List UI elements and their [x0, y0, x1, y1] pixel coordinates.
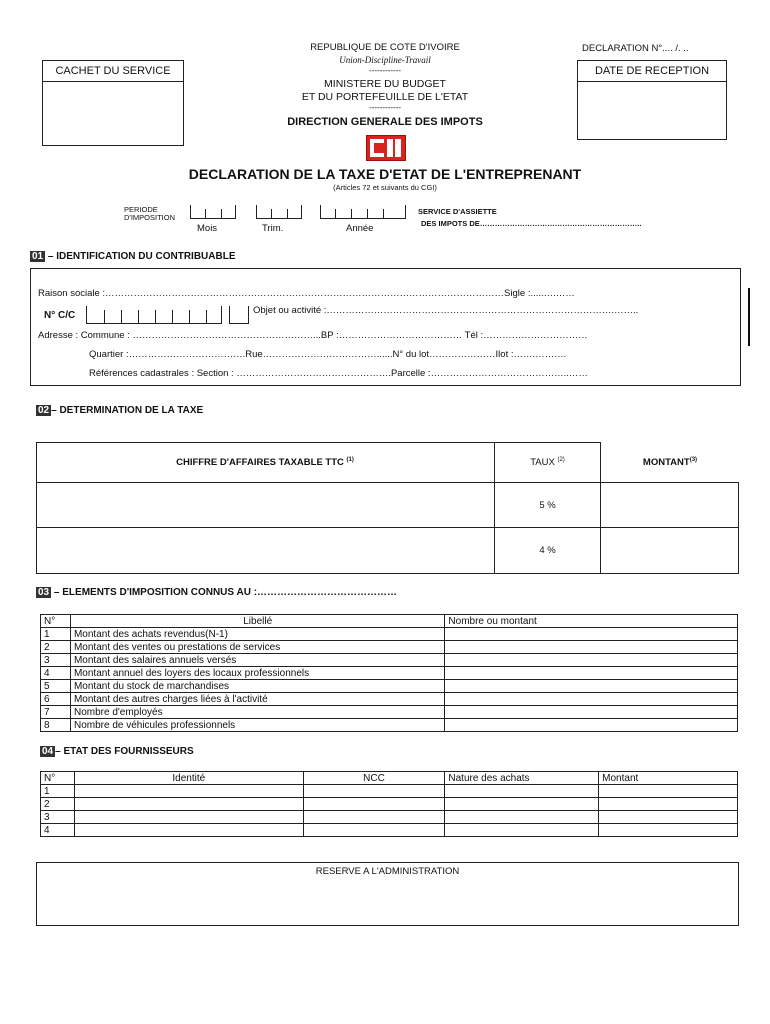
ncc-input[interactable] [303, 785, 445, 798]
ncc-input[interactable] [303, 811, 445, 824]
section-number: 03 [38, 587, 50, 598]
nature-input[interactable] [445, 811, 599, 824]
table-row [41, 785, 738, 798]
table-row [41, 798, 738, 811]
montant-header-text: MONTANT [642, 457, 690, 469]
direction-title: DIRECTION GENERALE DES IMPOTS [287, 116, 483, 128]
annee-label: Année [346, 223, 374, 234]
row-label: Montant des autres charges liées à l'activité [70, 693, 444, 706]
identite-input[interactable] [74, 824, 303, 837]
periode-label [124, 206, 175, 222]
montant-input-4pct[interactable] [600, 527, 739, 574]
section-number: 01 [32, 251, 44, 262]
row-label: Montant des salaires annuels versés [70, 654, 444, 667]
form-title: DECLARATION DE LA TAXE D'ETAT DE L'ENTREPRENANT [188, 166, 582, 182]
section-title-text: – IDENTIFICATION DU CONTRIBUABLE [45, 251, 236, 262]
row-number: 3 [41, 811, 75, 824]
scrollbar-mark [748, 288, 750, 346]
row-label: Montant annuel des loyers des locaux professionnels [70, 667, 444, 680]
col-header: Libellé [70, 615, 444, 628]
section-number: 04 [42, 746, 54, 757]
cachet-label: CACHET DU SERVICE [43, 61, 183, 82]
row-number: 6 [41, 693, 71, 706]
nature-input[interactable] [445, 824, 599, 837]
value-input[interactable] [445, 693, 738, 706]
table-row [41, 706, 738, 719]
logo-i-shape [395, 139, 401, 157]
table-row [41, 654, 738, 667]
table-row [41, 667, 738, 680]
periode-label-line2: D'IMPOSITION [124, 213, 176, 222]
table-row [41, 641, 738, 654]
montant-input-5pct[interactable] [600, 482, 739, 528]
ncc-input[interactable] [303, 824, 445, 837]
section-number: 02 [38, 405, 50, 416]
rate-5: 5 % [539, 500, 556, 511]
identite-input[interactable] [74, 798, 303, 811]
logo-c-shape [370, 139, 384, 157]
col-header: Identité [74, 772, 303, 785]
row-divider [36, 527, 601, 528]
montant-input[interactable] [599, 824, 738, 837]
elements-table [40, 614, 738, 732]
row-label: Montant du stock de marchandises [70, 680, 444, 693]
ca-header-note: (1) [346, 457, 354, 463]
service-label-line1: SERVICE D'ASSIETTE [418, 207, 497, 216]
table-row [41, 693, 738, 706]
ncc-input[interactable] [303, 798, 445, 811]
row-label: Nombre de véhicules professionnels [70, 719, 444, 732]
section-03-title [36, 587, 397, 598]
taux-header [494, 457, 601, 468]
reception-box [577, 60, 727, 140]
separator: ------------ [369, 103, 401, 112]
reserve-label: RESERVE A L'ADMINISTRATION [315, 866, 460, 877]
value-input[interactable] [445, 706, 738, 719]
montant-input[interactable] [599, 811, 738, 824]
ca-input-5pct[interactable] [38, 484, 492, 526]
row-number: 4 [41, 667, 71, 680]
identite-input[interactable] [74, 785, 303, 798]
table-header-row [41, 615, 738, 628]
nature-input[interactable] [445, 785, 599, 798]
row-number: 1 [41, 628, 71, 641]
row-number: 2 [41, 641, 71, 654]
separator: ------------ [369, 66, 401, 75]
reserve-administration-box [36, 862, 739, 926]
section-title-text: – DETERMINATION DE LA TAXE [51, 405, 204, 416]
section-01-title [30, 251, 236, 262]
logo-g-shape [387, 139, 393, 157]
value-input[interactable] [445, 654, 738, 667]
annee-input[interactable] [320, 205, 406, 219]
section-02-title [36, 405, 203, 416]
value-input[interactable] [445, 667, 738, 680]
row-number: 5 [41, 680, 71, 693]
value-input[interactable] [445, 719, 738, 732]
reception-label: DATE DE RECEPTION [578, 61, 726, 82]
periode-label-line1: PERIODE [124, 205, 158, 214]
table-row [41, 824, 738, 837]
adresse-field[interactable]: Adresse : Commune : …………………………………………………...BP :………………………………… Tél :…………………………… [38, 330, 588, 341]
row-number: 7 [41, 706, 71, 719]
value-input[interactable] [445, 680, 738, 693]
mois-input[interactable] [190, 205, 236, 219]
section-title-text: – ELEMENTS D'IMPOSITION CONNUS AU :…………………………………… [51, 587, 398, 598]
table-row [41, 719, 738, 732]
row-number: 1 [41, 785, 75, 798]
references-cadastrales-field[interactable]: Références cadastrales : Section : ………………………………………….Parcelle :……………………………………..…… [89, 368, 588, 379]
montant-input[interactable] [599, 785, 738, 798]
ncc-input[interactable] [86, 306, 222, 324]
objet-activite-field[interactable]: Objet ou activité :……………………………………………………………………………….…….. [253, 305, 639, 316]
row-divider [36, 482, 601, 483]
row-label: Nombre d'employés [70, 706, 444, 719]
quartier-field[interactable]: Quartier :……………………………….Rue………………………………......N° du lot…………………Ilot :…….………. [89, 349, 567, 360]
ca-header-text: CHIFFRE D'AFFAIRES TAXABLE TTC [176, 457, 344, 469]
taux-header-text: TAUX [530, 457, 555, 469]
ca-input-4pct[interactable] [38, 529, 492, 573]
republic-name: REPUBLIQUE DE COTE D'IVOIRE [310, 42, 460, 53]
table-row [41, 811, 738, 824]
montant-input[interactable] [599, 798, 738, 811]
trim-input[interactable] [256, 205, 302, 219]
fournisseurs-table [40, 771, 738, 837]
row-label: Montant des ventes ou prestations de services [70, 641, 444, 654]
montant-header-note: (3) [689, 457, 698, 463]
ministry-line-2: ET DU PORTEFEUILLE DE L'ETAT [301, 91, 469, 103]
col-header: NCC [303, 772, 445, 785]
row-number: 2 [41, 798, 75, 811]
table-header-row [41, 772, 738, 785]
section-title-text: – ETAT DES FOURNISSEURS [55, 746, 194, 757]
row-number: 8 [41, 719, 71, 732]
identite-input[interactable] [74, 811, 303, 824]
mois-label: Mois [197, 223, 218, 234]
raison-sociale-field[interactable]: Raison sociale :………………………………………………………………………………………………………………Sigle :.....….…… [38, 288, 575, 299]
col-header: Montant [599, 772, 738, 785]
cgi-logo [366, 135, 406, 161]
ncc-key-input[interactable] [229, 306, 249, 324]
ca-header [36, 457, 494, 468]
trim-label: Trim. [262, 223, 284, 234]
col-header: N° [41, 772, 75, 785]
section-04-title [40, 746, 194, 757]
table-row [41, 680, 738, 693]
table-row [41, 628, 738, 641]
row-label: Montant des achats revendus(N-1) [70, 628, 444, 641]
montant-header [600, 457, 740, 468]
ministry-line-1: MINISTERE DU BUDGET [324, 78, 446, 90]
row-number: 3 [41, 654, 71, 667]
row-number: 4 [41, 824, 75, 837]
rate-4: 4 % [539, 545, 556, 556]
nature-input[interactable] [445, 798, 599, 811]
col-header: Nature des achats [445, 772, 599, 785]
service-label-line2: DES IMPOTS DE……………………………………………………….. [421, 219, 642, 228]
declaration-number: DECLARATION N°.... /. .. [582, 43, 689, 54]
taux-header-note: (2) [557, 457, 565, 463]
col-header: N° [41, 615, 71, 628]
value-input[interactable] [445, 628, 738, 641]
motto: Union-Discipline-Travail [339, 55, 431, 65]
col-header: Nombre ou montant [445, 615, 738, 628]
value-input[interactable] [445, 641, 738, 654]
cachet-box [42, 60, 184, 146]
ncc-label: N° C/C [44, 310, 76, 321]
form-subtitle: (Articles 72 et suivants du CGI) [333, 183, 437, 192]
